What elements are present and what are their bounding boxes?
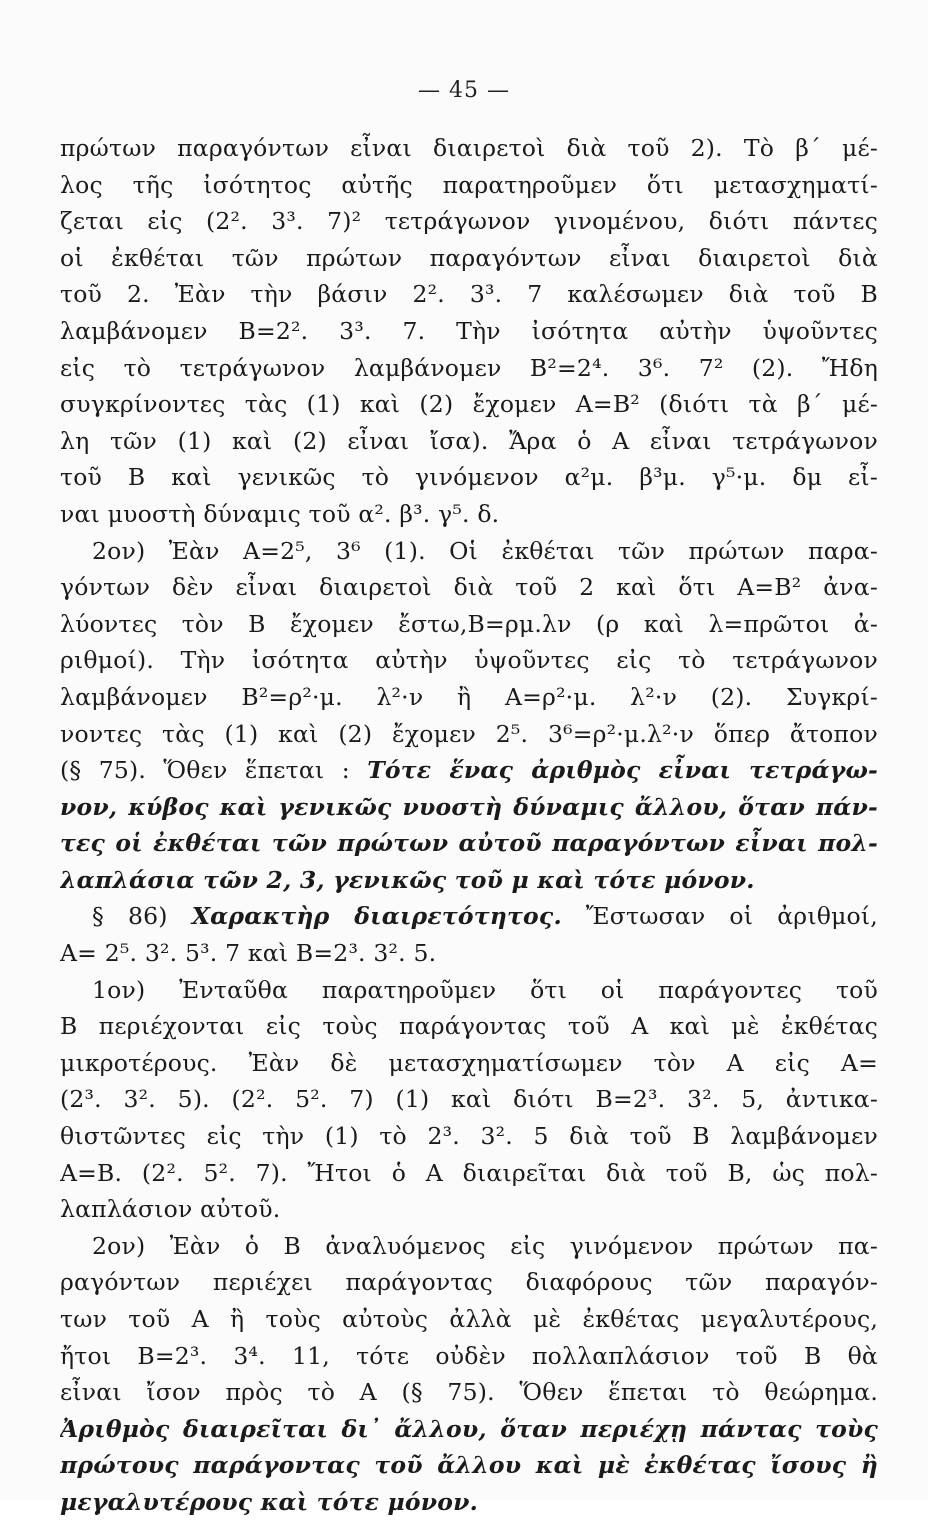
line-plain-part: § 86)	[92, 902, 192, 931]
text-line: Α=Β. (2². 5². 7). Ἤτοι ὁ Α διαιρεῖται διὰ τοῦ Β, ὡς πολ-	[60, 1158, 878, 1187]
text-line: τοῦ 2. Ἐὰν τὴν βάσιν 2². 3³. 7 καλέσωμεν διὰ τοῦ Β	[60, 280, 878, 309]
text-line: οἱ ἐκθέται τῶν πρώτων παραγόντων εἶναι διαιρετοὶ διὰ	[60, 243, 878, 272]
line-plain-part: Ἔστωσαν οἱ ἀριθμοί,	[561, 902, 878, 931]
text-line: θιστῶντες εἰς τὴν (1) τὸ 2³. 3². 5 διὰ τοῦ Β λαμβάνομεν	[60, 1122, 878, 1151]
page-number: — 45 —	[418, 78, 510, 103]
text-line: εἶναι ἴσον πρὸς τὸ Α (§ 75). Ὅθεν ἕπεται τὸ θεώρημα.	[60, 1378, 878, 1407]
text-line: πρώτων παραγόντων εἶναι διαιρετοὶ διὰ τοῦ 2). Τὸ β΄ μέ-	[60, 134, 878, 162]
text-line: των τοῦ Α ἢ τοὺς αὐτοὺς ἀλλὰ μὲ ἐκθέτας μεγαλυτέρους,	[60, 1305, 878, 1333]
line-emphasis-part: Χαρακτὴρ διαιρετότητος.	[191, 902, 562, 931]
text-line: λος τῆς ἰσότητος αὐτῆς παρατηροῦμεν ὅτι μετασχηματί-	[60, 170, 878, 199]
text-line: μεγαλυτέρους καὶ τότε μόνον.	[60, 1487, 479, 1516]
text-line: λαπλάσια τῶν 2, 3, γενικῶς τοῦ μ καὶ τότε μόνον.	[60, 865, 755, 894]
text-line	[60, 898, 878, 935]
text-line: ἤτοι Β=2³. 3⁴. 11, τότε οὐδὲν πολλαπλάσιον τοῦ Β θὰ	[60, 1341, 878, 1370]
line-emphasis-part: Τότε ἕνας ἀριθμὸς εἶναι τετράγω-	[367, 756, 878, 785]
text-line: ναι μυοστὴ δύναμις τοῦ α². β³. γ⁵. δ.	[60, 499, 500, 528]
body-text	[60, 130, 878, 1521]
text-line: ραγόντων περιέχει παράγοντας διαφόρους τῶν παραγόν-	[60, 1268, 878, 1297]
text-line: νον, κύβος καὶ γενικῶς νυοστὴ δύναμις ἄλλου, ὅταν πάν-	[60, 792, 878, 821]
text-line: τοῦ Β καὶ γενικῶς τὸ γινόμενον α²μ. β³μ. γ⁵·μ. δμ εἶ-	[60, 463, 878, 492]
text-line: λύοντες τὸν Β ἔχομεν ἔστω,Β=ρμ.λν (ρ καὶ λ=πρῶτοι ἀ-	[60, 609, 878, 638]
text-line: λη τῶν (1) καὶ (2) εἶναι ἴσα). Ἄρα ὁ Α εἶναι τετράγωνον	[60, 426, 878, 455]
text-line: ριθμοί). Τὴν ἰσότητα αὐτὴν ὑψοῦντες εἰς τὸ τετράγωνον	[60, 646, 878, 675]
text-line	[60, 752, 878, 789]
line-plain-part: (§ 75). Ὅθεν ἕπεται :	[60, 756, 368, 785]
text-line: Β περιέχονται εἰς τοὺς παράγοντας τοῦ Α καὶ μὲ ἐκθέτας	[60, 1012, 878, 1041]
text-line: γόντων δὲν εἶναι διαιρετοὶ διὰ τοῦ 2 καὶ ὅτι Α=Β² ἀνα-	[60, 573, 878, 602]
text-line: Α= 2⁵. 3². 5³. 7 καὶ Β=2³. 3². 5.	[60, 939, 437, 968]
text-line: Ἀριθμὸς διαιρεῖται δι᾿ ἄλλου, ὅταν περιέχῃ πάντας τοὺς	[60, 1414, 878, 1443]
text-line: 2ον) Ἐὰν ὁ Β ἀναλυόμενος εἰς γινόμενον πρώτων πα-	[92, 1231, 878, 1260]
text-line: λαμβάνομεν Β=2². 3³. 7. Τὴν ἰσότητα αὐτὴν ὑψοῦντες	[60, 316, 878, 345]
text-line: λαπλάσιον αὐτοῦ.	[60, 1195, 281, 1224]
text-line: 1ον) Ἐνταῦθα παρατηροῦμεν ὅτι οἱ παράγοντες τοῦ	[92, 975, 878, 1004]
text-line: 2ον) Ἐὰν Α=2⁵, 3⁶ (1). Οἱ ἐκθέται τῶν πρώτων παρα-	[92, 536, 878, 565]
text-line: ζεται εἰς (2². 3³. 7)² τετράγωνον γινομένου, διότι πάντες	[60, 207, 878, 236]
text-line: λαμβάνομεν Β²=ρ²·μ. λ²·ν ἢ Α=ρ²·μ. λ²·ν (2). Συγκρί-	[60, 682, 878, 711]
text-line: μικροτέρους. Ἐὰν δὲ μετασχηματίσωμεν τὸν Α εἰς Α=	[60, 1048, 878, 1077]
text-line: εἰς τὸ τετράγωνον λαμβάνομεν Β²=2⁴. 3⁶. 7² (2). Ἤδη	[60, 353, 878, 382]
text-line: πρώτους παράγοντας τοῦ ἄλλου καὶ μὲ ἐκθέτας ἴσους ἢ	[60, 1451, 878, 1480]
text-line: (2³. 3². 5). (2². 5². 7) (1) καὶ διότι Β=2³. 3². 5, ἀντικα-	[60, 1085, 878, 1114]
text-line: συγκρίνοντες τὰς (1) καὶ (2) ἔχομεν Α=Β² (διότι τὰ β΄ μέ-	[60, 390, 878, 419]
text-line: τες οἱ ἐκθέται τῶν πρώτων αὐτοῦ παραγόντων εἶναι πολ-	[60, 829, 878, 858]
text-line: νοντες τὰς (1) καὶ (2) ἔχομεν 2⁵. 3⁶=ρ²·μ.λ²·ν ὅπερ ἄτοπον	[60, 719, 878, 748]
